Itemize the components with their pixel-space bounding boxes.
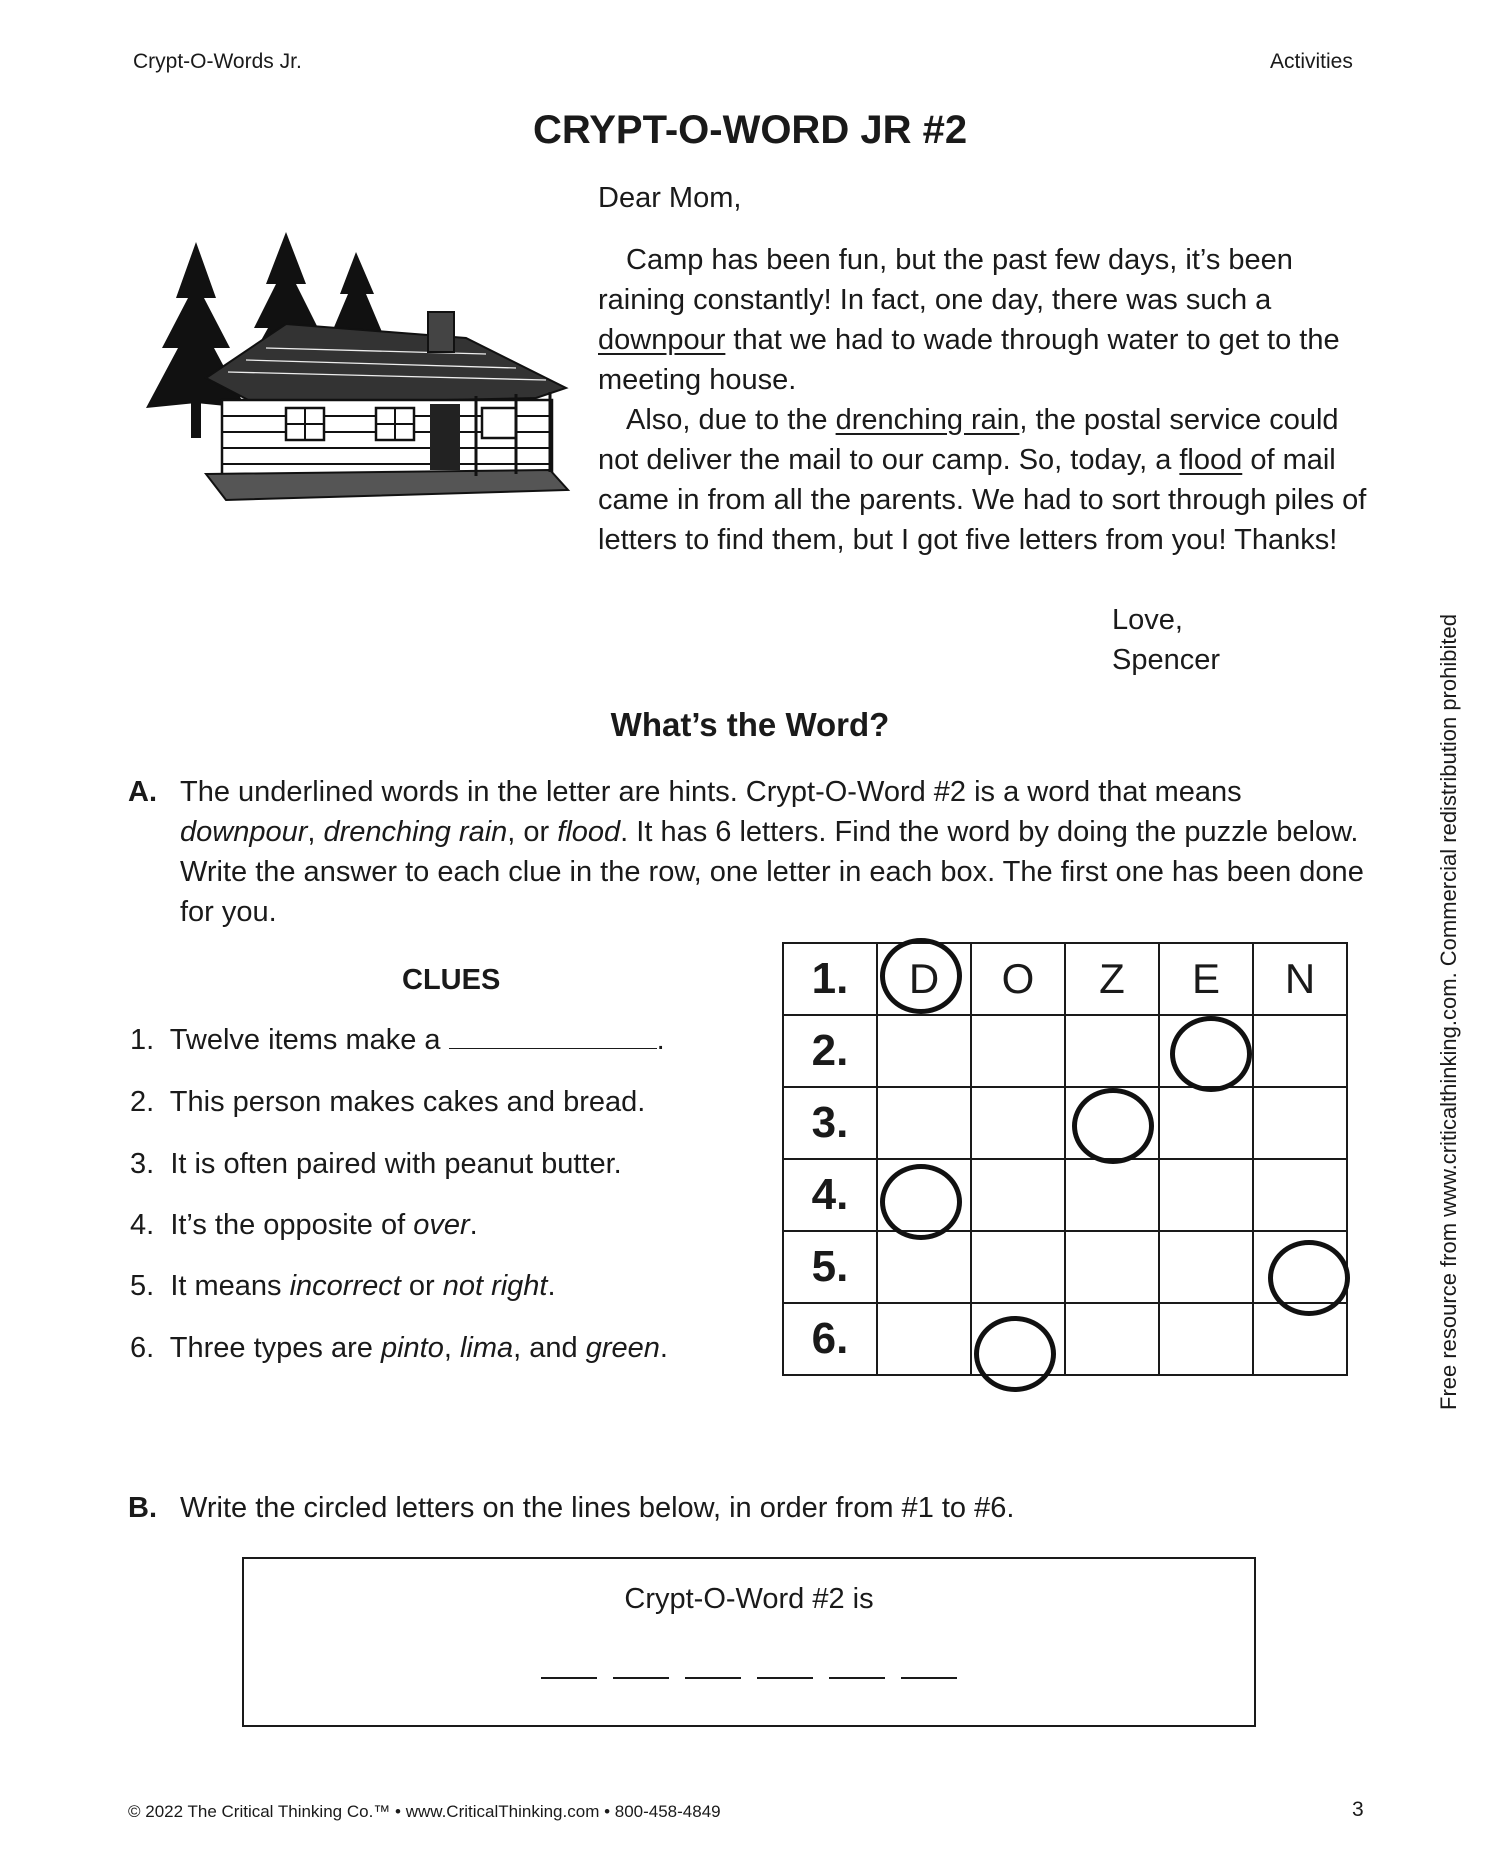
grid-cell[interactable]: O: [971, 943, 1065, 1015]
grid-cell[interactable]: [1159, 1087, 1253, 1159]
row-number: 6.: [783, 1303, 877, 1375]
clue-6: 6. Three types are pinto, lima, and green.: [130, 1332, 668, 1364]
letter-closing: Love,: [1112, 604, 1183, 636]
grid-row: [783, 1015, 1347, 1087]
grid-cell[interactable]: [1253, 1159, 1347, 1231]
row-number: 5.: [783, 1231, 877, 1303]
clues-heading: CLUES: [402, 964, 501, 996]
answer-line[interactable]: [685, 1677, 741, 1679]
circle-marker: [1268, 1240, 1350, 1316]
circle-marker: [1170, 1016, 1252, 1092]
clue-5: 5. It means incorrect or not right.: [130, 1270, 556, 1302]
answer-line[interactable]: [541, 1677, 597, 1679]
page-number: 3: [1352, 1798, 1364, 1821]
section-heading: What’s the Word?: [610, 706, 890, 743]
answer-lines: [244, 1677, 1254, 1679]
grid-cell[interactable]: N: [1253, 943, 1347, 1015]
grid-cell[interactable]: [1253, 1087, 1347, 1159]
puzzle-grid: [782, 942, 1348, 1376]
grid-cell[interactable]: Z: [1065, 943, 1159, 1015]
grid-row: [783, 1159, 1347, 1231]
grid-cell[interactable]: [1065, 1231, 1159, 1303]
header-right: Activities: [1270, 50, 1353, 73]
clue-4: 4. It’s the opposite of over.: [130, 1209, 478, 1241]
row-number: 1.: [783, 943, 877, 1015]
grid-cell[interactable]: [877, 1087, 971, 1159]
hint-word-downpour: downpour: [598, 324, 726, 356]
hint-word-flood: flood: [1179, 444, 1243, 476]
grid-cell[interactable]: [1065, 1303, 1159, 1375]
grid-row: [783, 1231, 1347, 1303]
grid-cell[interactable]: [1159, 1303, 1253, 1375]
grid-cell[interactable]: [1253, 1015, 1347, 1087]
hint-word-drenching-rain: drenching rain: [835, 404, 1020, 436]
answer-box: [242, 1557, 1256, 1727]
letter-paragraph-2: Also, due to the drenching rain, the postal service could not deliver the mail to our camp. So, today, a flood of mail came in from all the parents. We had to sort through piles of letters to find them, but I got five letters from you! Thanks!: [598, 404, 1367, 556]
footer-copyright: © 2022 The Critical Thinking Co.™ • www.CriticalThinking.com • 800-458-4849: [128, 1802, 721, 1821]
row-number: 2.: [783, 1015, 877, 1087]
grid-row: [783, 943, 1347, 1015]
answer-line[interactable]: [613, 1677, 669, 1679]
row-number: 4.: [783, 1159, 877, 1231]
clue-3: 3. It is often paired with peanut butter.: [130, 1148, 622, 1180]
clue-2: 2. This person makes cakes and bread.: [130, 1086, 646, 1118]
grid-cell[interactable]: [1159, 1159, 1253, 1231]
grid-cell[interactable]: [877, 1231, 971, 1303]
circle-marker: [974, 1316, 1056, 1392]
letter-greeting: Dear Mom,: [598, 182, 742, 214]
header-left: Crypt-O-Words Jr.: [133, 50, 302, 73]
section-b-instructions: Write the circled letters on the lines below, in order from #1 to #6.: [180, 1492, 1015, 1524]
circle-marker: [880, 938, 962, 1014]
grid-cell[interactable]: [1065, 1159, 1159, 1231]
answer-label: Crypt-O-Word #2 is: [624, 1583, 874, 1615]
grid-row: [783, 1087, 1347, 1159]
grid-row: [783, 1303, 1347, 1375]
circle-marker: [1072, 1088, 1154, 1164]
clue-1-blank: [449, 1024, 657, 1049]
letter: [598, 178, 1378, 560]
grid-cell[interactable]: [971, 1231, 1065, 1303]
clue-1: 1. Twelve items make a .: [130, 1024, 665, 1056]
answer-line[interactable]: [757, 1677, 813, 1679]
letter-signature: Spencer: [1112, 644, 1221, 676]
cabin-illustration: [136, 228, 572, 510]
grid-cell[interactable]: [1065, 1015, 1159, 1087]
side-notice: Free resource from www.criticalthinking.com. Commercial redistribution prohibited: [1436, 614, 1461, 1410]
grid-cell[interactable]: D: [877, 943, 971, 1015]
answer-line[interactable]: [901, 1677, 957, 1679]
grid-cell[interactable]: [877, 1015, 971, 1087]
section-b-label: B.: [128, 1492, 157, 1524]
section-a-instructions: The underlined words in the letter are hints. Crypt-O-Word #2 is a word that means downpour, drenching rain, or flood. It has 6 letters. Find the word by doing the puzzle below. Write the answer to each clue in the row, one letter in each box. The first one has been done for you.: [180, 776, 1364, 928]
grid-cell[interactable]: [971, 1087, 1065, 1159]
clues-list: [130, 1024, 770, 1384]
grid-cell[interactable]: [971, 1159, 1065, 1231]
section-a-label: A.: [128, 776, 157, 808]
page-title: CRYPT-O-WORD JR #2: [532, 108, 968, 152]
letter-paragraph-1: Camp has been fun, but the past few days, it’s been raining constantly! In fact, one day, there was such a downpour that we had to wade through water to get to the meeting house.: [598, 244, 1340, 396]
row-number: 3.: [783, 1087, 877, 1159]
circle-marker: [880, 1164, 962, 1240]
grid-cell[interactable]: [877, 1303, 971, 1375]
grid-cell[interactable]: [1159, 1231, 1253, 1303]
grid-cell[interactable]: E: [1159, 943, 1253, 1015]
answer-line[interactable]: [829, 1677, 885, 1679]
grid-cell[interactable]: [971, 1015, 1065, 1087]
